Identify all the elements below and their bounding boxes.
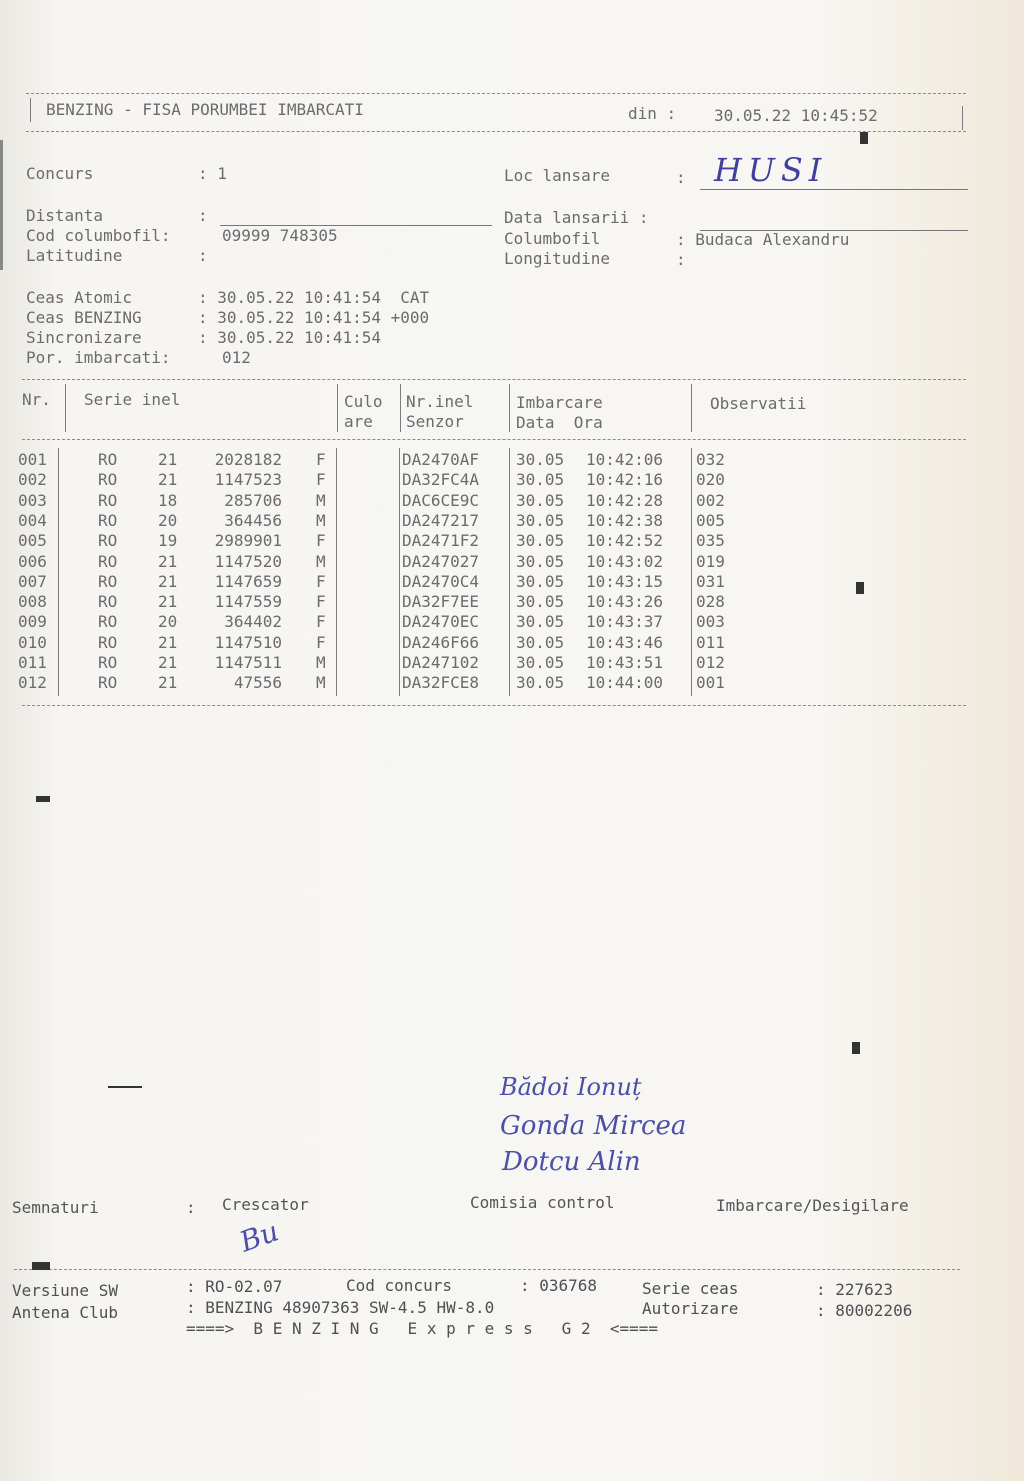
cell-sex: F — [316, 470, 326, 490]
col-header-imbarcare-2: Data Ora — [516, 413, 603, 432]
cell-year: 21 — [158, 592, 178, 612]
cell-ring: 1147511 — [214, 653, 282, 672]
loc-lansare-sep: : — [676, 168, 686, 187]
table-row — [18, 450, 778, 470]
footer-top-border — [14, 1269, 960, 1270]
cell-ring: 1147659 — [214, 571, 282, 591]
cell-observatii: 032 — [696, 450, 725, 469]
col-header-serie: Serie inel — [84, 390, 181, 409]
col-sep-4 — [509, 384, 510, 432]
cell-sensor: DA32F7EE — [402, 592, 480, 612]
cell-nr: 001 — [18, 450, 47, 469]
col-header-culoare-2: are — [344, 412, 373, 431]
cell-sex: M — [316, 490, 326, 510]
header-right-bar — [962, 106, 963, 130]
cell-observatii: 001 — [696, 673, 725, 693]
autorizare-value: : 80002206 — [816, 1301, 913, 1320]
cell-time: 10:42:52 — [586, 531, 664, 551]
scan-mark — [856, 582, 864, 594]
concurs-label: Concurs — [26, 164, 94, 183]
print-datetime: 30.05.22 10:45:52 — [714, 106, 878, 125]
cell-ring: 285706 — [224, 490, 282, 510]
cell-nr: 006 — [18, 551, 47, 571]
ceas-atomic-value: : 30.05.22 10:41:54 CAT — [198, 288, 430, 307]
table-bottom-border — [22, 705, 966, 706]
table-row — [18, 673, 778, 693]
sincronizare-label: Sincronizare — [26, 328, 142, 347]
cell-observatii: 005 — [696, 510, 725, 530]
cell-nr: 007 — [18, 571, 47, 591]
cell-date: 30.05 — [516, 531, 565, 551]
sincronizare-value: : 30.05.22 10:41:54 — [198, 328, 382, 347]
cell-ring: 1147520 — [214, 551, 282, 571]
serie-ceas-label: Serie ceas — [642, 1279, 739, 1298]
cell-year: 21 — [158, 571, 178, 591]
cell-time: 10:43:26 — [586, 592, 664, 612]
ceas-atomic-label: Ceas Atomic — [26, 288, 132, 307]
cell-year: 21 — [158, 470, 178, 490]
cell-date: 30.05 — [516, 673, 565, 693]
table-row — [18, 592, 778, 612]
versiune-value: : RO-02.07 — [186, 1277, 283, 1296]
columbofil-label: Columbofil — [504, 229, 601, 248]
cell-year: 20 — [158, 510, 178, 530]
cell-observatii: 003 — [696, 612, 725, 632]
antena-club-label: Antena Club — [12, 1303, 118, 1322]
cell-observatii: 031 — [696, 571, 725, 591]
cell-ring: 364402 — [224, 612, 282, 632]
date-label: din : — [628, 104, 677, 123]
cell-country: RO — [98, 551, 118, 571]
cell-sex: M — [316, 673, 326, 693]
cell-observatii: 012 — [696, 653, 725, 672]
cell-ring: 1147510 — [214, 632, 282, 652]
cell-observatii: 019 — [696, 551, 725, 571]
concurs-value: : 1 — [198, 164, 227, 183]
cell-country: RO — [98, 450, 118, 469]
cell-country: RO — [98, 490, 118, 510]
cell-ring: 1147559 — [214, 592, 282, 612]
cell-country: RO — [98, 571, 118, 591]
cell-ring: 364456 — [224, 510, 282, 530]
cell-year: 21 — [158, 653, 178, 672]
cell-observatii: 011 — [696, 632, 725, 652]
cell-year: 21 — [158, 450, 178, 469]
cell-year: 21 — [158, 632, 178, 652]
table-row — [18, 572, 778, 592]
header-bottom-border — [26, 131, 966, 132]
signature-3: Dotcu Alin — [502, 1147, 641, 1177]
cod-columbofil-label: Cod columbofil: — [26, 226, 171, 245]
cell-date: 30.05 — [516, 571, 565, 591]
loc-lansare-label: Loc lansare — [504, 166, 610, 185]
cell-year: 20 — [158, 612, 178, 632]
col-header-culoare-1: Culo — [344, 392, 383, 411]
signature-1: Bădoi Ionuț — [500, 1073, 642, 1101]
longitudine-label: Longitudine — [504, 249, 610, 268]
cell-date: 30.05 — [516, 510, 565, 530]
cell-sex: F — [316, 632, 326, 652]
cell-date: 30.05 — [516, 612, 565, 632]
cell-nr: 012 — [18, 673, 47, 693]
cell-country: RO — [98, 510, 118, 530]
comisia-label: Comisia control — [470, 1193, 615, 1212]
header-left-bar — [30, 98, 31, 122]
header-top-border — [26, 93, 966, 94]
cell-nr: 009 — [18, 612, 47, 632]
porumbei-imbarcati-label: Por. imbarcati: — [26, 348, 171, 367]
scan-mark — [852, 1042, 860, 1054]
cell-observatii: 002 — [696, 490, 725, 510]
loc-lansare-value: HUSI — [714, 151, 828, 189]
cell-sex: F — [316, 612, 326, 632]
page-title: BENZING - FISA PORUMBEI IMBARCATI — [46, 100, 364, 119]
scan-edge — [0, 140, 3, 270]
cell-nr: 008 — [18, 592, 47, 612]
semnaturi-label: Semnaturi — [12, 1198, 99, 1217]
cell-sensor: DA32FCE8 — [402, 673, 480, 693]
cell-time: 10:44:00 — [586, 673, 664, 693]
imbarcare-desigilare-label: Imbarcare/Desigilare — [716, 1196, 909, 1215]
cell-ring: 2989901 — [214, 531, 282, 551]
cell-sex: M — [316, 653, 326, 672]
cell-time: 10:42:38 — [586, 510, 664, 530]
cell-sex: F — [316, 592, 326, 612]
ceas-benzing-value: : 30.05.22 10:41:54 +000 — [198, 308, 430, 327]
cell-date: 30.05 — [516, 592, 565, 612]
cell-sex: F — [316, 531, 326, 551]
col-sep-1 — [65, 384, 66, 432]
cell-year: 19 — [158, 531, 178, 551]
versiune-label: Versiune SW — [12, 1281, 118, 1300]
cell-sex: M — [316, 510, 326, 530]
cell-sensor: DA2470C4 — [402, 571, 480, 591]
ceas-benzing-label: Ceas BENZING — [26, 308, 142, 327]
cell-sensor: DA2470EC — [402, 612, 480, 632]
scan-mark — [32, 1262, 50, 1270]
table-row — [18, 491, 778, 511]
cell-date: 30.05 — [516, 632, 565, 652]
cell-sensor: DA247217 — [402, 510, 480, 530]
cell-nr: 005 — [18, 531, 47, 551]
longitudine-sep: : — [676, 250, 686, 269]
cell-sensor: DA247102 — [402, 653, 480, 672]
table-row — [18, 612, 778, 632]
cell-sensor: DA2470AF — [402, 450, 480, 469]
table-row — [18, 633, 778, 653]
cell-nr: 010 — [18, 632, 47, 652]
cell-sensor: DA247027 — [402, 551, 480, 571]
cell-country: RO — [98, 612, 118, 632]
table-top-border — [22, 379, 966, 380]
brand-line: ====> B E N Z I N G E x p r e s s G 2 <==== — [186, 1319, 659, 1338]
cell-ring: 2028182 — [214, 450, 282, 469]
col-header-nr: Nr. — [22, 390, 51, 409]
cell-ring: 47556 — [233, 673, 282, 693]
cell-observatii: 035 — [696, 531, 725, 551]
columbofil-value: : Budaca Alexandru — [676, 230, 850, 249]
latitudine-label: Latitudine — [26, 246, 123, 265]
distanta-label: Distanta — [26, 206, 104, 225]
scan-mark — [108, 1086, 142, 1088]
col-sep-2 — [337, 384, 338, 432]
cell-time: 10:43:02 — [586, 551, 664, 571]
cell-date: 30.05 — [516, 551, 565, 571]
cell-nr: 011 — [18, 653, 47, 672]
table-header-border — [22, 439, 966, 440]
cell-sensor: DA2471F2 — [402, 531, 480, 551]
col-sep-5 — [691, 384, 692, 432]
cell-sensor: DA32FC4A — [402, 470, 480, 490]
cell-sensor: DAC6CE9C — [402, 490, 480, 510]
signature-2: Gonda Mircea — [500, 1111, 687, 1141]
table-row — [18, 511, 778, 531]
cell-nr: 002 — [18, 470, 47, 490]
cell-date: 30.05 — [516, 450, 565, 469]
cod-concurs-label: Cod concurs — [346, 1276, 452, 1295]
cell-country: RO — [98, 632, 118, 652]
cell-country: RO — [98, 470, 118, 490]
cell-nr: 003 — [18, 490, 47, 510]
cell-country: RO — [98, 592, 118, 612]
cell-observatii: 020 — [696, 470, 725, 490]
semnaturi-sep: : — [186, 1198, 196, 1217]
col-sep-3 — [400, 384, 401, 432]
cell-country: RO — [98, 673, 118, 693]
cell-year: 21 — [158, 551, 178, 571]
cell-time: 10:43:15 — [586, 571, 664, 591]
cell-sex: M — [316, 551, 326, 571]
scan-mark — [860, 132, 868, 144]
cell-date: 30.05 — [516, 653, 565, 672]
cell-year: 21 — [158, 673, 178, 693]
cell-time: 10:43:37 — [586, 612, 664, 632]
col-header-observatii: Observatii — [710, 394, 807, 413]
distanta-sep: : — [198, 206, 208, 225]
crescator-label: Crescator — [222, 1195, 309, 1214]
cell-country: RO — [98, 653, 118, 672]
autorizare-label: Autorizare — [642, 1299, 739, 1318]
cell-time: 10:43:46 — [586, 632, 664, 652]
table-row — [18, 531, 778, 551]
cell-time: 10:43:51 — [586, 653, 664, 672]
signature-crescator: Bu — [235, 1214, 283, 1259]
cell-time: 10:42:28 — [586, 490, 664, 510]
cod-concurs-value: : 036768 — [520, 1276, 598, 1295]
latitudine-sep: : — [198, 246, 208, 265]
cell-date: 30.05 — [516, 470, 565, 490]
cell-time: 10:42:16 — [586, 470, 664, 490]
loc-lansare-line — [700, 189, 968, 190]
cell-date: 30.05 — [516, 490, 565, 510]
cell-ring: 1147523 — [214, 470, 282, 490]
col-header-nrinel-2: Senzor — [406, 412, 464, 431]
serie-ceas-value: : 227623 — [816, 1280, 894, 1299]
table-row — [18, 552, 778, 572]
cell-observatii: 028 — [696, 592, 725, 612]
cell-country: RO — [98, 531, 118, 551]
data-lansarii-label: Data lansarii : — [504, 208, 649, 227]
antena-club-value: : BENZING 48907363 SW-4.5 HW-8.0 — [186, 1298, 495, 1317]
table-row — [18, 653, 778, 673]
cell-sensor: DA246F66 — [402, 632, 480, 652]
cell-time: 10:42:06 — [586, 450, 664, 469]
cell-nr: 004 — [18, 510, 47, 530]
cod-columbofil-value: 09999 748305 — [222, 226, 338, 245]
cell-sex: F — [316, 571, 326, 591]
cell-sex: F — [316, 450, 326, 469]
scan-mark — [36, 796, 50, 802]
cell-year: 18 — [158, 490, 178, 510]
table-row — [18, 470, 778, 490]
col-header-imbarcare-1: Imbarcare — [516, 393, 603, 412]
col-header-nrinel-1: Nr.inel — [406, 392, 474, 411]
porumbei-imbarcati-value: 012 — [222, 348, 251, 367]
